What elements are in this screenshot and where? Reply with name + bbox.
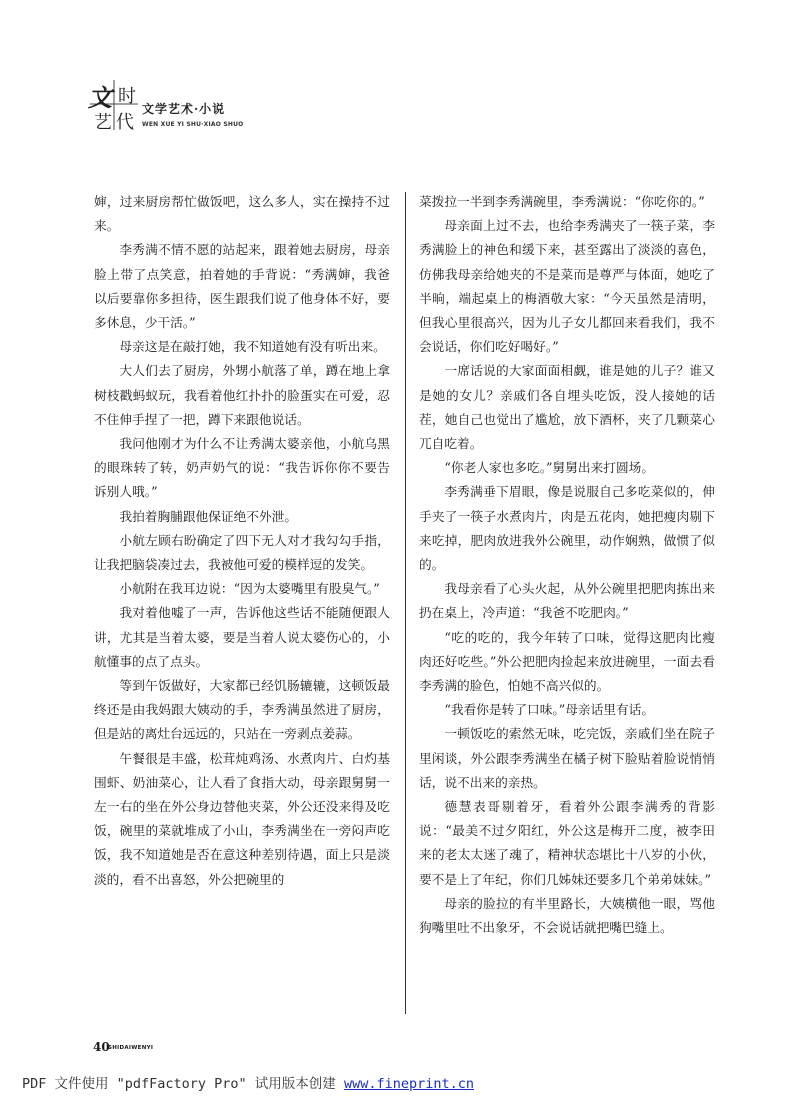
right-column: [419, 190, 715, 940]
logo-char-shi: 时: [118, 86, 136, 107]
logo-char-yi: 艺: [94, 112, 112, 133]
paragraph: 李秀满不情不愿的站起来，跟着她去厨房，母亲脸上带了点笑意，拍着她的手背说：“秀满婶，我爸以后要靠你多担待，医生跟我们说了他身体不好，要多休息，少干活。”: [94, 242, 390, 331]
paragraph: 我问他刚才为什么不让秀满太婆亲他，小航乌黑的眼珠转了转，奶声奶气的说：“我告诉你你不要告诉别人哦。”: [94, 436, 390, 500]
paragraph: “你老人家也多吃。”舅舅出来打圆场。: [444, 460, 655, 476]
paragraph: 菜拨拉一半到李秀满碗里，李秀满说：“你吃你的。”: [419, 194, 705, 209]
paragraph: 大人们去了厨房，外甥小航落了单，蹲在地上拿树枝戳蚂蚁玩，我看着他红扑扑的脸蛋实在可爱，忍不住伸手捏了一把，蹲下来跟他说话。: [94, 363, 390, 427]
paragraph: 婶，过来厨房帮忙做饭吧，这么多人，实在操持不过来。: [94, 194, 390, 234]
magazine-name: SHIDAIWENYI: [108, 1045, 154, 1051]
paragraph: 一顿饭吃的索然无味，吃完饭，亲戚们坐在院子里闲谈，外公跟李秀满坐在橘子树下脸贴着脸说悄悄话，说不出来的亲热。: [419, 726, 715, 790]
paragraph: 德慧表哥剔着牙，看着外公跟李满秀的背影说：“最美不过夕阳红，外公这是梅开二度，被李田来的老太太迷了魂了，精神状态堪比十八岁的小伙，要不是上了年纪，你们几姊妹还要多几个弟弟妹妹。”: [419, 799, 715, 887]
paragraph: 母亲的脸拉的有半里路长，大姨横他一眼，骂他狗嘴里吐不出象牙，不会说话就把嘴巴缝上。: [419, 895, 715, 936]
page-number: 40: [93, 1040, 110, 1054]
paragraph: 李秀满垂下眉眼，像是说服自己多吃菜似的，伸手夹了一筷子水煮肉片，肉是五花肉，她把瘦肉剔下来吃掉，肥肉放进我外公碗里，动作娴熟，做惯了似的。: [419, 484, 715, 573]
paragraph: 我对着他嘘了一声，告诉他这些话不能随便跟人讲，尤其是当着太婆，要是当着人说太婆伤心的，小航懂事的点了点头。: [94, 605, 390, 669]
pdf-notice: [22, 1072, 474, 1092]
pdf-notice-text: PDF 文件使用 "pdfFactory Pro" 试用版本创建: [22, 1076, 344, 1092]
section-subtitle: WEN XUE YI SHU·XIAO SHUO: [142, 121, 244, 128]
paragraph: 一席话说的大家面面相觑，谁是她的儿子？谁又是她的女儿？亲戚们各自埋头吃饭，没人接她的话茬，她自己也觉出了尴尬，放下酒杯，夹了几颗菜心兀自吃着。: [419, 363, 715, 452]
left-column: [94, 190, 390, 892]
paragraph: “我看你是转了口味。”母亲话里有话。: [444, 702, 655, 718]
paragraph: 我拍着胸脯跟他保证绝不外泄。: [119, 508, 298, 524]
logo-char-wen: 文: [88, 83, 112, 112]
paragraph: “吃的吃的，我今年转了口味，觉得这肥肉比瘦肉还好吃些。”外公把肥肉捡起来放进碗里，一面去看李秀满的脸色，怕她不高兴似的。: [419, 629, 715, 694]
paragraph: 等到午饭做好，大家都已经饥肠辘辘，这顿饭最终还是由我妈跟大姨动的手，李秀满虽然进了厨房，但是站的离灶台远远的，只站在一旁剥点姜蒜。: [94, 678, 390, 742]
paragraph: 小航左顾右盼确定了四下无人对才我勾勾手指，让我把脑袋凑过去，我被他可爱的模样逗的发笑。: [94, 532, 390, 573]
fineprint-link[interactable]: www.fineprint.cn: [343, 1076, 474, 1092]
logo-char-dai: 代: [116, 112, 134, 133]
section-title: 文学艺术·小说: [142, 102, 226, 116]
paragraph: 午餐很是丰盛，松茸炖鸡汤、水煮肉片、白灼基围虾、奶油菜心，让人看了食指大动，母亲跟舅舅一左一右的坐在外公身边替他夹菜，外公还没来得及吃饭，碗里的菜就堆成了小山，李秀满坐在一旁闷声吃饭，我不知道她是否在意这种差别待遇，面上只是淡淡的，看不出喜怒，外公把碗里的: [94, 750, 390, 887]
paragraph: 小航附在我耳边说：“因为太婆嘴里有股臭气。”: [119, 581, 380, 597]
paragraph: 母亲面上过不去，也给李秀满夹了一筷子菜，李秀满脸上的神色和缓下来，甚至露出了淡淡的喜色，仿佛我母亲给她夹的不是菜而是尊严与体面，她吃了半晌，端起桌上的梅酒敬大家：“今天虽然是清明，但我心里很高兴，因为儿子女儿都回来看我们，我不会说话，你们吃好喝好。”: [419, 218, 715, 355]
paragraph: 母亲这是在敲打她，我不知道她有没有听出来。: [119, 339, 386, 355]
paragraph: 我母亲看了心头火起，从外公碗里把肥肉拣出来扔在桌上，冷声道：“我爸不吃肥肉。”: [419, 581, 715, 621]
column-divider: [405, 192, 406, 1014]
